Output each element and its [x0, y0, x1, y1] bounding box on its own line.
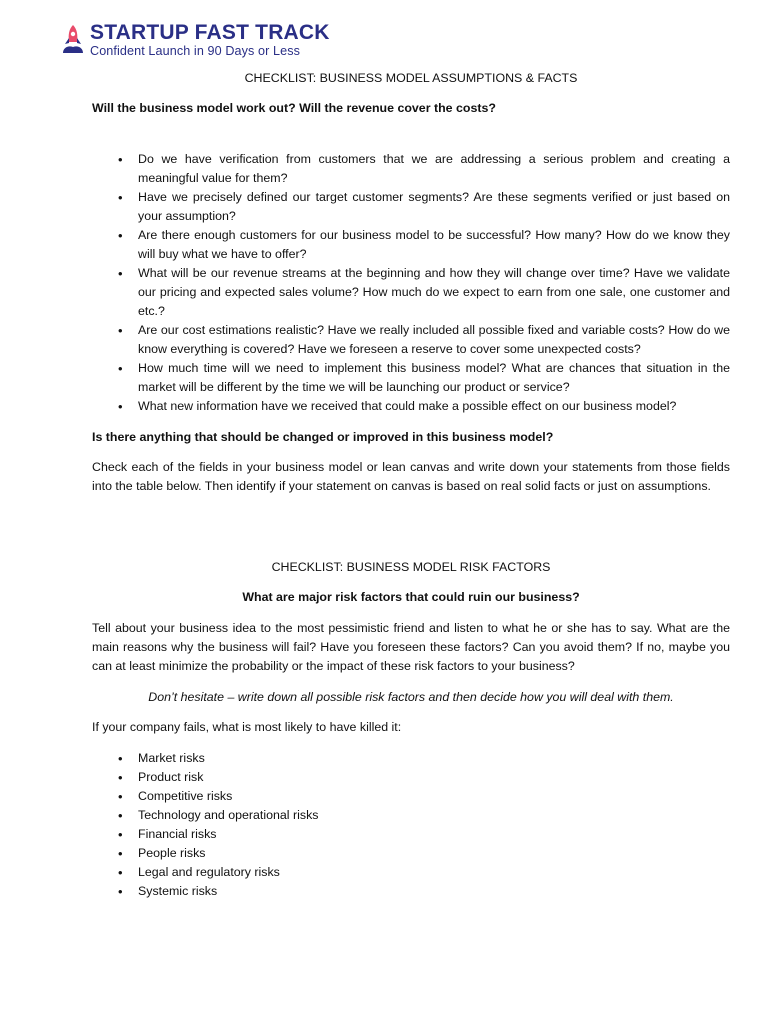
- section1-question: Will the business model work out? Will the revenue cover the costs?: [92, 101, 496, 115]
- list-item: • Market risks: [92, 749, 730, 768]
- list-item: • Technology and operational risks: [92, 806, 730, 825]
- list-item: • Competitive risks: [92, 787, 730, 806]
- section1-heading: [92, 69, 730, 88]
- list-item: • Financial risks: [92, 825, 730, 844]
- section1-paragraph: Check each of the fields in your business model or lean canvas and write down your statements from those fields into the table below. Then identify if your statement on canvas is based on real solid facts or just on assumptions.: [92, 460, 730, 493]
- rocket-icon: [60, 23, 86, 55]
- list-item: • Legal and regulatory risks: [92, 863, 730, 882]
- brand-tagline: Confident Launch in 90 Days or Less: [90, 44, 301, 58]
- section2-heading: CHECKLIST: BUSINESS MODEL RISK FACTORS: [271, 560, 551, 574]
- list-item: • Systemic risks: [92, 882, 730, 901]
- section2-question: What are major risk factors that could ruin our business?: [242, 590, 580, 604]
- section2-italic-note: Don’t hesitate – write down all possible risk factors and then decide how you will deal with them.: [148, 690, 674, 704]
- section2-paragraph: Tell about your business idea to the most pessimistic friend and listen to what he or she has to say. What are the main reasons why the business will fail? Have you foreseen these factors? Can you avoid them? If no, maybe you can at least minimize the probability or the impact of these risk factors to your business?: [92, 621, 730, 673]
- section2-lead-in: If your company fails, what is most likely to have killed it:: [92, 720, 402, 734]
- list-item: • Product risk: [92, 768, 730, 787]
- list-item: • Do we have verification from customers that we are addressing a serious problem and creating a meaningful value for them?: [92, 150, 730, 188]
- list-item: • Have we precisely defined our target customer segments? Are these segments verified or just based on your assumption?: [92, 188, 730, 226]
- list-item: • How much time will we need to implement this business model? What are chances that situation in the market will be different by the time we will be launching our product or service?: [92, 359, 730, 397]
- section1-question2: Is there anything that should be changed or improved in this business model?: [92, 430, 554, 444]
- section1-heading-text: CHECKLIST: BUSINESS MODEL ASSUMPTIONS & FACTS: [244, 71, 578, 85]
- list-item: • Are our cost estimations realistic? Have we really included all possible fixed and variable costs? How do we know everything is covered? Have we foreseen a reserve to cover some unexpected costs?: [92, 321, 730, 359]
- assumptions-checklist: [92, 150, 730, 416]
- list-item: • Are there enough customers for our business model to be successful? How many? How do we know they will buy what we have to offer?: [92, 226, 730, 264]
- brand-title: STARTUP FAST TRACK: [90, 21, 330, 44]
- risk-factors-list: [92, 749, 730, 901]
- brand-logo: [60, 22, 330, 58]
- list-item: • What will be our revenue streams at the beginning and how they will change over time? Have we validate our pricing and expected sales volume? How much do we expect to earn from one sale, one customer and etc.?: [92, 264, 730, 321]
- list-item: • What new information have we received that could make a possible effect on our business model?: [92, 397, 730, 416]
- list-item: • People risks: [92, 844, 730, 863]
